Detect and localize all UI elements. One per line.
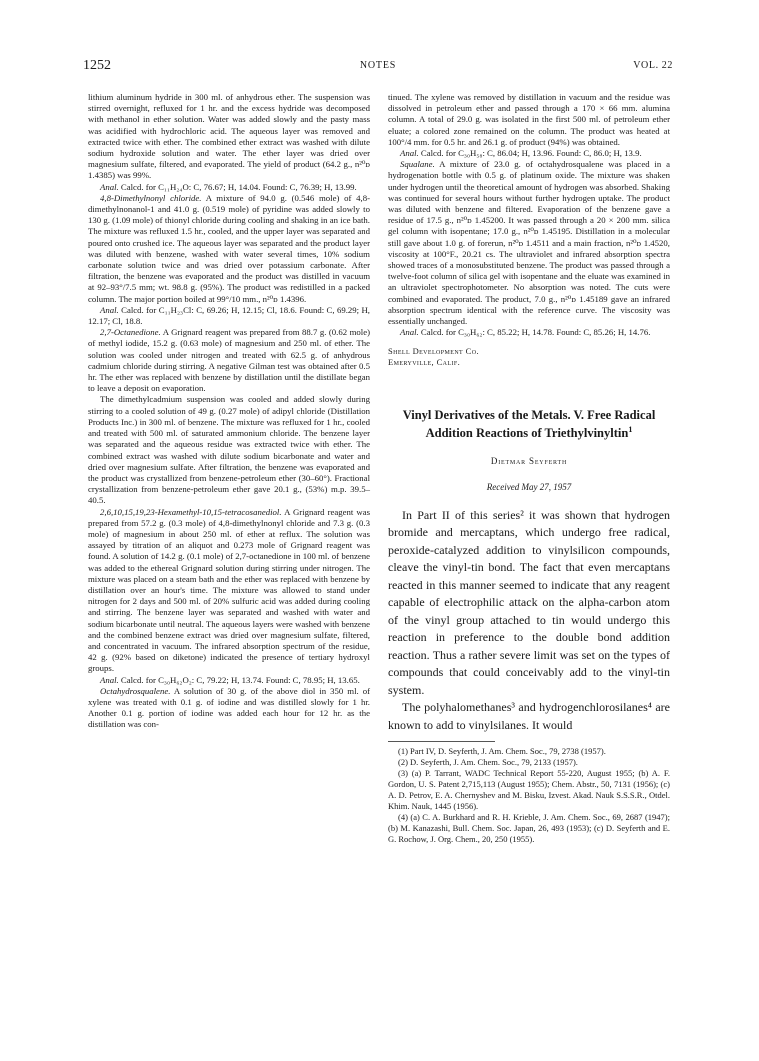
paragraph: Squalane. A mixture of 23.0 g. of octahydrosqualene was placed in a hydrogenation bottle with 0.5 g. of platinum oxide. The mixture was shaken under hydrogen until the theoretical amount of hydrogen was absorbed. Shaking was continued for several hours without further hydrogen uptake. The product was diluted with benzene and filtered. Evaporation of the benzene gave a residue of 17.5 g., n²⁰ᴅ 1.45200. It was passed through a 20 × 200 mm. silica gel column with isopentane; 17.0 g., n²⁰ᴅ 1.45195. Distillation in a molecular still gave about 1.0 g. of forerun, n²⁰ᴅ 1.4511 and a main fraction, n²⁰ᴅ 1.4520, viscosity at 100°F., 20.21 cs. The ultraviolet and infrared absorption spectra showed traces of a monosubstituted benzene. The product was passed through a twelve-foot column of silica gel with isopentane and the eluate was examined in an ultraviolet spectrophotometer. No absorption was noted. The cuts were combined and evaporated. The product, 7.0 g., n²⁰ᴅ 1.45189 gave an infrared absorption spectrum identical with the reference curve. The viscosity was essentially unchanged. [388,159,670,327]
author-name: Dietmar Seyferth [490,456,568,467]
article-title: Vinyl Derivatives of the Metals. V. Free Radical Addition Reactions of Triethylvinyltin$^1$ [402,408,656,441]
right-column [388,92,670,845]
received-date: Received May 27, 1957 [486,481,572,492]
paragraph: 2,7-Octanedione. A Grignard reagent was prepared from 88.7 g. (0.62 mole) of methyl iodide, 15.2 g. (0.63 mole) of magnesium and 250 ml. of ether. The solution was cooled under nitrogen and treated with 62.5 g. of anhydrous cadmium chloride during stirring. A negative Gilman test was obtained after 0.5 hr. The ether was replaced with benzene by distillation until the distillate began to leave a deposit on evaporation. [88,327,370,394]
footnote: (4) (a) C. A. Burkhard and R. H. Krieble, J. Am. Chem. Soc., 69, 2687 (1947); (b) M. Kanazashi, Bull. Chem. Soc. Japan, 26, 493 (1953); (c) D. Seyferth and E. G. Rochow, J. Org. Chem., 20, 250 (1955). [388,812,670,845]
paragraph: The polyhalomethanes³ and hydrogenchlorosilanes⁴ are known to add to vinylsilanes. It would [388,700,670,732]
volume-label: VOL. 22 [633,60,673,71]
article-body [388,507,670,735]
paragraph: Anal. Calcd. for C₃₀H₆₂: C, 85.22; H, 14.78. Found: C, 85.26; H, 14.76. [400,327,651,338]
running-title: NOTES [359,60,397,71]
footnote: (2) D. Seyferth, J. Am. Chem. Soc., 79, 2133 (1957). [398,757,578,768]
paragraph: lithium aluminum hydride in 300 ml. of anhydrous ether. The suspension was stirred overnight, refluxed for 1 hr. and the excess hydride was decomposed with methanol in ether solution. Water was added slowly and the pasty mass was acidified with hydrochloric acid. The aqueous layer was removed and extracted twice with ether. The combined ether extract was washed with dilute sodium hydroxide solution and water. The ether layer was dried over magnesium sulfate, filtered, and evaporated. The yield of product (64.2 g., n²⁰ᴅ 1.4385) was 99%. [88,92,370,181]
footnote: (1) Part IV, D. Seyferth, J. Am. Chem. Soc., 79, 2738 (1957). [398,746,606,757]
left-column [88,92,370,731]
paragraph: Octahydrosqualene. A solution of 30 g. of the above diol in 350 ml. of xylene was treated with 0.1 g. of iodine and was distilled slowly for 1 hr. Another 0.1 g. portion of iodine was added each hour for 12 hr. as the distillation was con- [88,685,370,730]
paragraph: Anal. Calcd. for C₁₁H₂₃Cl: C, 69.26; H, 12.15; Cl, 18.6. Found: C, 69.29; H, 12.17; Cl, 18.8. [88,304,370,327]
affiliation: Shell Development Co. Emeryville, Calif. [388,346,479,368]
footnotes [388,746,670,845]
page-number: 1252 [83,58,111,73]
page-header [83,56,673,78]
footnote-rule [388,741,495,742]
footnote: (3) (a) P. Tarrant, WADC Technical Report 55-220, August 1955; (b) A. F. Gordon, U. S. Patent 2,715,113 (August 1955); Chem. Abstr., 50, 7131 (1956); (c) A. D. Petrov, E. A. Chernyshev and M. Bisku, Izvest. Akad. Nauk S.S.S.R., Otdel. Khim. Nauk, 1445 (1956). [388,768,670,812]
paragraph: 4,8-Dimethylnonyl chloride. A mixture of 94.0 g. (0.546 mole) of 4,8-dimethylnonanol-1 and 41.0 g. (0.519 mole) of pyridine was added slowly to 130 g. (1.09 mole) of thionyl chloride during cooling and shaking in an ice bath. The mixture was refluxed 1.5 hr., cooled, and the upper layer was separated and poured onto crushed ice. The aqueous layer was separated and the product layer was diluted with benzene, washed with water several times, 10% sodium carbonate solution twice and was dried over potassium carbonate. After filtration, the benzene was evaporated and the product was distilled in vacuum at 92–93°/7.5 mm; wt. 98.8 g. (95%). The product was redistilled in a packed column. The major portion boiled at 99°/10 mm., n²⁰ᴅ 1.4396. [88,192,370,304]
paragraph: Anal. Calcd. for C₃₀H₅₈: C, 86.04; H, 13.96. Found: C, 86.0; H, 13.9. [400,148,642,159]
paragraph: tinued. The xylene was removed by distillation in vacuum and the residue was dissolved in petroleum ether and passed through a 170 × 66 mm. alumina column. A total of 29.0 g. was isolated in the first 500 ml. of petroleum ether eluate; a colored zone remained on the column. The product was heated at 100°/4 mm. for 0.5 hr. and 26.1 g. of product (94%) was obtained. [388,92,670,147]
paragraph: Anal. Calcd. for C₃₀H₆₂O₂: C, 79.22; H, 13.74. Found: C, 78.95; H, 13.65. [100,674,360,685]
paragraph: In Part II of this series² it was shown that hydrogen bromide and mercaptans, which undergo free radical, peroxide-catalyzed addition to vinylsilicon compounds, cleave the vinyl-tin bond. The fact that even mercaptans reacted in this manner seemed to indicate that any reagent capable of electrophilic attack on the alpha-carbon atom of the vinyl group attached to tin would undergo this reaction in preference to the double bond addition reaction. Thus a rather severe limit was set on the types of compounds that could conceivably add to the vinyl-tin system. [388,507,670,697]
paragraph: Anal. Calcd. for C₁₁H₂₄O: C, 76.67; H, 14.04. Found: C, 76.39; H, 13.99. [100,181,357,192]
paragraph: 2,6,10,15,19,23-Hexamethyl-10,15-tetracosanediol. A Grignard reagent was prepared from 57.2 g. (0.3 mole) of 4,8-dimethylnonyl chloride and 7.3 g. (0.3 mole) of magnesium in about 250 ml. of ether at reflux. The solution was assayed by titration of an aliquot and 0.273 mole of Grignard reagent was found. A solution of 14.2 g. (0.1 mole) of 2,7-octanedione in 100 ml. of benzene was added to the ethereal Grignard solution during stirring under nitrogen. The mixture was placed on a steam bath and the ether was replaced with benzene by distillation over an hour's time. The mixture was allowed to stand under nitrogen for 2 days and 500 ml. of 20% sulfuric acid was added during cooling and stirring. The benzene layer was separated and washed with water and sodium bicarbonate until neutral. The aqueous layers were washed with benzene and the combined benzene extract was dried over magnesium sulfate, filtered, and concentrated in vacuum. The infrared absorption spectrum of the residue, 42 g. (92% based on diketone) indicated the presence of tertiary hydroxyl groups. [88,506,370,674]
paragraph: The dimethylcadmium suspension was cooled and added slowly during stirring to a cooled solution of 49 g. (0.27 mole) of adipyl chloride (Distillation Products Inc.) in 300 ml. of benzene. The mixture was refluxed for 1 hr., cooled and treated with 500 ml. of saturated ammonium chloride. The benzene layer was separated and the aqueous residue was extracted twice with ether. The combined extract was washed with dilute sodium bicarbonate and water and dried over magnesium sulfate. After filtration, the benzene was evaporated and the product was crystallized from benzene-petroleum ether (30–60°). Fractional crystallization from benzene-petroleum ether gave 20.1 g., (53%) m.p. 39.5–40.5. [88,394,370,506]
